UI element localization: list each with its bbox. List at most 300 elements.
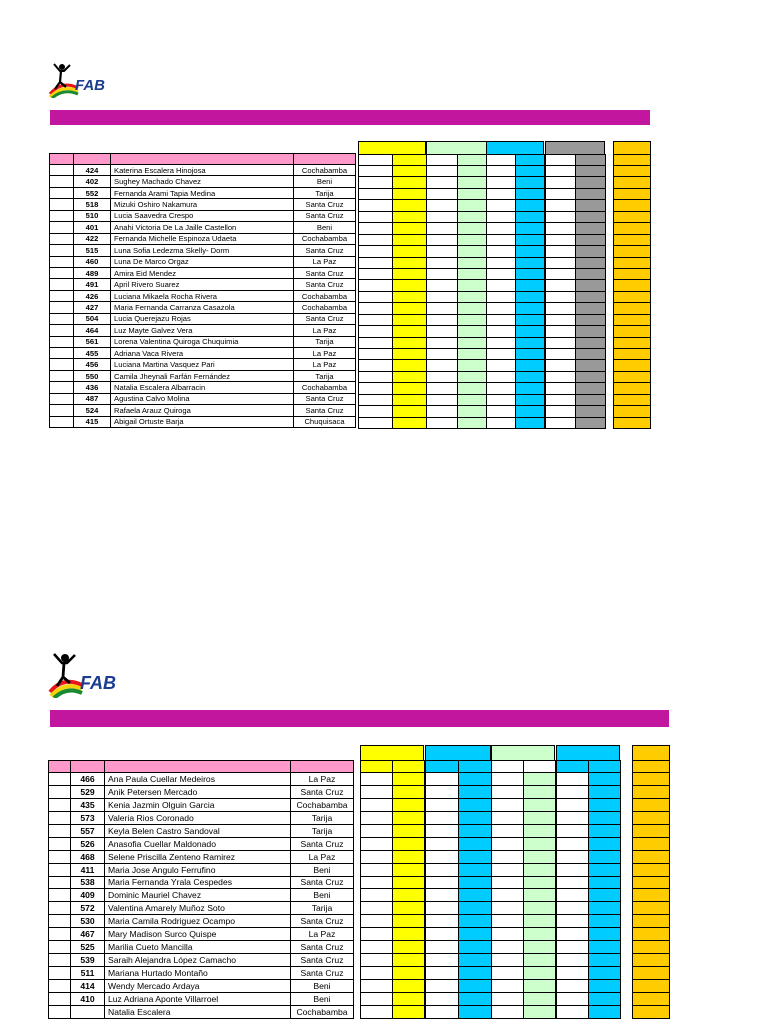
- row-index-cell: [50, 210, 74, 221]
- score-cell: [588, 850, 621, 864]
- table-row: [49, 863, 354, 876]
- score-cell: [392, 901, 425, 915]
- score-cell: [425, 772, 459, 786]
- section-banner-1: [50, 110, 650, 125]
- row-index-cell: [50, 370, 74, 381]
- score-cell: [392, 966, 425, 980]
- city-name: Tarija: [294, 336, 356, 347]
- score-cell: [556, 966, 589, 980]
- row-index-cell: [49, 785, 71, 798]
- bib-number: 456: [74, 359, 111, 370]
- score-cell: [523, 798, 556, 812]
- bib-number: 525: [71, 941, 105, 954]
- score-cell: [360, 811, 393, 825]
- score-cell: [491, 966, 524, 980]
- bib-number: 436: [74, 382, 111, 393]
- bib-number: 539: [71, 954, 105, 967]
- score-cell: [425, 863, 459, 877]
- athlete-name: Maria Fernanda Yrala Cespedes: [105, 876, 291, 889]
- table-header-row: [50, 154, 356, 165]
- score-cell: [491, 811, 524, 825]
- score-cell: [588, 785, 621, 799]
- group-header-cell: [425, 745, 491, 761]
- score-cell: [588, 914, 621, 928]
- table-row: [50, 199, 356, 210]
- score-cell: [523, 953, 556, 967]
- score-cell: [360, 979, 393, 993]
- fab-logo: [48, 652, 124, 698]
- athlete-name: Maria Fernanda Carranza Casazola: [111, 302, 294, 313]
- total-cell: [613, 417, 651, 429]
- row-index-cell: [49, 902, 71, 915]
- total-cell: [632, 940, 670, 954]
- score-cell: [360, 876, 393, 890]
- score-cell: [491, 901, 524, 915]
- city-name: Beni: [291, 992, 354, 1005]
- table-row: [50, 267, 356, 278]
- score-cell: [360, 953, 393, 967]
- city-name: La Paz: [294, 325, 356, 336]
- score-cell: [458, 876, 492, 890]
- table-row: [49, 811, 354, 824]
- athlete-name: Amira Eid Mendez: [111, 267, 294, 278]
- table-row: [50, 256, 356, 267]
- score-cell: [523, 966, 556, 980]
- bib-number: 573: [71, 811, 105, 824]
- header-cell: [50, 154, 74, 165]
- city-name: La Paz: [294, 256, 356, 267]
- score-cell: [491, 863, 524, 877]
- score-cell: [523, 1005, 556, 1019]
- bib-number: 410: [71, 992, 105, 1005]
- score-cell: [425, 824, 459, 838]
- city-name: La Paz: [294, 348, 356, 359]
- city-name: Beni: [291, 889, 354, 902]
- score-cell: [425, 1005, 459, 1019]
- score-cell: [425, 837, 459, 851]
- athlete-name: Natalia Escalera: [105, 1005, 291, 1018]
- score-cell: [392, 850, 425, 864]
- group-header-cell: [426, 141, 488, 155]
- athlete-name: Fernanda Arami Tapia Medina: [111, 187, 294, 198]
- table-row: [49, 773, 354, 786]
- score-cell: [458, 785, 492, 799]
- score-cell: [425, 811, 459, 825]
- score-cell: [556, 785, 589, 799]
- score-cell: [588, 863, 621, 877]
- header-cell: [74, 154, 111, 165]
- score-cell: [392, 772, 425, 786]
- score-cell: [458, 798, 492, 812]
- bib-number: 466: [71, 773, 105, 786]
- athlete-icon: [48, 652, 124, 698]
- score-cell: [588, 979, 621, 993]
- bib-number: 424: [74, 165, 111, 176]
- athlete-name: Wendy Mercado Ardaya: [105, 980, 291, 993]
- row-index-cell: [49, 980, 71, 993]
- score-cell: [360, 837, 393, 851]
- total-cell: [632, 785, 670, 799]
- score-cell: [458, 772, 492, 786]
- city-name: Beni: [294, 176, 356, 187]
- table-row: [49, 785, 354, 798]
- bib-number: 409: [71, 889, 105, 902]
- score-cell: [425, 979, 459, 993]
- table-row: [49, 915, 354, 928]
- total-header-cell: [613, 141, 651, 155]
- score-cell: [458, 863, 492, 877]
- row-index-cell: [50, 256, 74, 267]
- table-row: [50, 348, 356, 359]
- bib-number: 515: [74, 245, 111, 256]
- bib-number: 435: [71, 798, 105, 811]
- score-cell: [392, 824, 425, 838]
- score-cell: [523, 824, 556, 838]
- bib-number: 510: [74, 210, 111, 221]
- table-row: [50, 382, 356, 393]
- table-row: [49, 954, 354, 967]
- score-cell: [556, 901, 589, 915]
- city-name: Tarija: [291, 824, 354, 837]
- score-cell: [425, 940, 459, 954]
- score-cell: [556, 888, 589, 902]
- score-cell: [360, 785, 393, 799]
- score-cell: [556, 992, 589, 1006]
- score-cell: [588, 824, 621, 838]
- athlete-name: Maria Jose Angulo Ferrufino: [105, 863, 291, 876]
- score-cell: [588, 927, 621, 941]
- row-index-cell: [49, 967, 71, 980]
- athlete-name: Lorena Valentina Quiroga Chuquimia: [111, 336, 294, 347]
- score-cell: [392, 837, 425, 851]
- score-cell: [426, 417, 458, 429]
- city-name: La Paz: [291, 850, 354, 863]
- score-cell: [491, 785, 524, 799]
- row-index-cell: [49, 876, 71, 889]
- bib-number: 529: [71, 785, 105, 798]
- city-name: Santa Cruz: [291, 967, 354, 980]
- total-cell: [632, 824, 670, 838]
- score-cell: [392, 811, 425, 825]
- row-index-cell: [49, 773, 71, 786]
- total-cell: [632, 979, 670, 993]
- score-cell: [425, 901, 459, 915]
- table-row: [50, 336, 356, 347]
- score-cell: [523, 772, 556, 786]
- header-cell: [105, 761, 291, 773]
- score-cell: [545, 417, 576, 429]
- score-cell: [458, 837, 492, 851]
- score-cell: [588, 992, 621, 1006]
- athlete-name: Adriana Vaca Rivera: [111, 348, 294, 359]
- score-cell: [523, 940, 556, 954]
- table-row: [50, 233, 356, 244]
- row-index-cell: [50, 313, 74, 324]
- city-name: La Paz: [291, 773, 354, 786]
- row-index-cell: [49, 798, 71, 811]
- city-name: Santa Cruz: [294, 393, 356, 404]
- score-cell: [588, 966, 621, 980]
- score-cell: [588, 837, 621, 851]
- score-cell: [523, 785, 556, 799]
- bib-number: 460: [74, 256, 111, 267]
- row-index-cell: [50, 279, 74, 290]
- city-name: Cochabamba: [294, 290, 356, 301]
- row-index-cell: [49, 941, 71, 954]
- athlete-name: Lucia Saavedra Crespo: [111, 210, 294, 221]
- score-cell: [392, 798, 425, 812]
- score-cell: [588, 953, 621, 967]
- score-cell: [360, 992, 393, 1006]
- table-row: [50, 405, 356, 416]
- score-cell: [515, 417, 545, 429]
- score-cell: [392, 1005, 425, 1019]
- athlete-name: Agustina Calvo Molina: [111, 393, 294, 404]
- score-cell: [360, 863, 393, 877]
- athlete-table-1: [49, 153, 356, 428]
- city-name: Tarija: [294, 187, 356, 198]
- total-cell: [632, 837, 670, 851]
- score-cell: [556, 914, 589, 928]
- bib-number: 561: [74, 336, 111, 347]
- score-cell: [556, 850, 589, 864]
- athlete-name: Lucia Querejazu Rojas: [111, 313, 294, 324]
- header-cell: [71, 761, 105, 773]
- total-cell: [632, 772, 670, 786]
- score-cell: [392, 876, 425, 890]
- score-cell: [360, 940, 393, 954]
- athlete-name: Dominic Mauriel Chavez: [105, 889, 291, 902]
- score-cell: [392, 953, 425, 967]
- athlete-name: Valeria Rios Coronado: [105, 811, 291, 824]
- header-cell: [294, 154, 356, 165]
- svg-text:FAB: FAB: [80, 673, 116, 693]
- bib-number: 468: [71, 850, 105, 863]
- city-name: Santa Cruz: [294, 210, 356, 221]
- athlete-name: Luna Sofia Ledezma Skelly- Dorm: [111, 245, 294, 256]
- row-index-cell: [49, 928, 71, 941]
- score-cell: [457, 417, 489, 429]
- row-index-cell: [50, 348, 74, 359]
- score-cell: [523, 876, 556, 890]
- athlete-name: Katerina Escalera Hinojosa: [111, 165, 294, 176]
- city-name: Cochabamba: [291, 798, 354, 811]
- score-cell: [523, 979, 556, 993]
- athlete-name: Luciana Martina Vasquez Pari: [111, 359, 294, 370]
- score-cell: [491, 837, 524, 851]
- score-cell: [360, 824, 393, 838]
- score-cell: [392, 863, 425, 877]
- athlete-name: Natalia Escalera Albarracin: [111, 382, 294, 393]
- header-cell: [111, 154, 294, 165]
- table-row: [50, 210, 356, 221]
- city-name: Tarija: [291, 811, 354, 824]
- score-cell: [491, 798, 524, 812]
- score-cell: [360, 966, 393, 980]
- score-cell: [486, 417, 516, 429]
- score-cell: [458, 824, 492, 838]
- city-name: Beni: [291, 863, 354, 876]
- row-index-cell: [49, 837, 71, 850]
- score-cell: [425, 914, 459, 928]
- athlete-name: Rafaela Arauz Quiroga: [111, 405, 294, 416]
- city-name: Cochabamba: [291, 1005, 354, 1018]
- athlete-name: Maria Camila Rodriguez Ocampo: [105, 915, 291, 928]
- table-row: [50, 302, 356, 313]
- table-row: [50, 176, 356, 187]
- table-row: [50, 416, 356, 427]
- score-cell: [491, 772, 524, 786]
- table-row: [50, 187, 356, 198]
- score-cell: [392, 927, 425, 941]
- row-index-cell: [49, 850, 71, 863]
- total-cell: [632, 901, 670, 915]
- row-index-cell: [50, 187, 74, 198]
- score-cell: [458, 811, 492, 825]
- group-header-cell: [486, 141, 544, 155]
- city-name: Beni: [294, 222, 356, 233]
- score-cell: [458, 979, 492, 993]
- bib-number: 415: [74, 416, 111, 427]
- bib-number: 427: [74, 302, 111, 313]
- row-index-cell: [49, 824, 71, 837]
- city-name: Cochabamba: [294, 233, 356, 244]
- row-index-cell: [49, 992, 71, 1005]
- row-index-cell: [49, 915, 71, 928]
- table-row: [50, 165, 356, 176]
- total-cell: [632, 953, 670, 967]
- table-row: [50, 370, 356, 381]
- score-cell: [588, 1005, 621, 1019]
- score-cell: [491, 876, 524, 890]
- table-row: [49, 902, 354, 915]
- athlete-name: Marilia Cueto Mancilla: [105, 941, 291, 954]
- athlete-name: Abigail Ortuste Barja: [111, 416, 294, 427]
- header-cell: [49, 761, 71, 773]
- athlete-name: Luna De Marco Orgaz: [111, 256, 294, 267]
- score-cell: [556, 811, 589, 825]
- row-index-cell: [50, 382, 74, 393]
- total-cell: [632, 966, 670, 980]
- score-cell: [360, 927, 393, 941]
- row-index-cell: [50, 176, 74, 187]
- bib-number: 526: [71, 837, 105, 850]
- city-name: Beni: [291, 980, 354, 993]
- row-index-cell: [50, 416, 74, 427]
- city-name: Santa Cruz: [291, 954, 354, 967]
- athlete-name: Keyla Belen Castro Sandoval: [105, 824, 291, 837]
- score-cell: [425, 953, 459, 967]
- total-cell: [632, 914, 670, 928]
- city-name: Tarija: [294, 370, 356, 381]
- bib-number: [71, 1005, 105, 1018]
- score-cell: [425, 850, 459, 864]
- group-header-cell: [360, 745, 424, 761]
- group-header-cell: [358, 141, 426, 155]
- bib-number: 401: [74, 222, 111, 233]
- city-name: Santa Cruz: [291, 837, 354, 850]
- athlete-name: Anahi Victoria De La Jaille Castellon: [111, 222, 294, 233]
- athlete-name: Fernanda Michelle Espinoza Udaeta: [111, 233, 294, 244]
- score-cell: [588, 876, 621, 890]
- athlete-name: Valentina Amarely Muñoz Soto: [105, 902, 291, 915]
- score-cell: [556, 979, 589, 993]
- section-banner-2: [50, 710, 669, 727]
- athlete-icon: [48, 62, 118, 98]
- score-cell: [392, 992, 425, 1006]
- score-cell: [523, 992, 556, 1006]
- table-header-row: [49, 761, 354, 773]
- row-index-cell: [50, 359, 74, 370]
- score-cell: [360, 901, 393, 915]
- athlete-name: Saraih Alejandra López Camacho: [105, 954, 291, 967]
- score-cell: [556, 927, 589, 941]
- row-index-cell: [50, 405, 74, 416]
- city-name: Cochabamba: [294, 165, 356, 176]
- table-row: [49, 967, 354, 980]
- score-cell: [458, 850, 492, 864]
- row-index-cell: [49, 1005, 71, 1018]
- fab-logo: [48, 62, 118, 98]
- score-cell: [491, 914, 524, 928]
- bib-number: 524: [74, 405, 111, 416]
- table-row: [49, 992, 354, 1005]
- bib-number: 511: [71, 967, 105, 980]
- city-name: Santa Cruz: [291, 876, 354, 889]
- score-cell: [588, 772, 621, 786]
- bib-number: 426: [74, 290, 111, 301]
- bib-number: 467: [71, 928, 105, 941]
- city-name: Santa Cruz: [294, 279, 356, 290]
- score-cell: [425, 966, 459, 980]
- athlete-name: Selene Priscilla Zenteno Ramirez: [105, 850, 291, 863]
- athlete-name: Camila Jheynali Farfán Fernández: [111, 370, 294, 381]
- group-header-cell: [556, 745, 620, 761]
- city-name: Chuquisaca: [294, 416, 356, 427]
- row-index-cell: [50, 165, 74, 176]
- bib-number: 550: [74, 370, 111, 381]
- score-cell: [523, 927, 556, 941]
- athlete-name: Mary Madison Surco Quispe: [105, 928, 291, 941]
- svg-text:FAB: FAB: [75, 77, 105, 94]
- score-cell: [491, 979, 524, 993]
- score-cell: [458, 888, 492, 902]
- group-header-cell: [545, 141, 605, 155]
- table-row: [49, 876, 354, 889]
- table-row: [49, 824, 354, 837]
- score-cell: [458, 1005, 492, 1019]
- score-cell: [491, 850, 524, 864]
- score-cell: [588, 811, 621, 825]
- score-cell: [360, 888, 393, 902]
- header-cell: [291, 761, 354, 773]
- score-cell: [556, 837, 589, 851]
- bib-number: 557: [71, 824, 105, 837]
- row-index-cell: [50, 302, 74, 313]
- score-cell: [491, 888, 524, 902]
- table-row: [50, 313, 356, 324]
- table-row: [49, 941, 354, 954]
- score-cell: [360, 798, 393, 812]
- score-cell: [425, 888, 459, 902]
- score-cell: [358, 417, 393, 429]
- city-name: La Paz: [294, 359, 356, 370]
- bib-number: 491: [74, 279, 111, 290]
- bib-number: 422: [74, 233, 111, 244]
- score-cell: [523, 837, 556, 851]
- athlete-name: Luz Adriana Aponte Villarroel: [105, 992, 291, 1005]
- score-cell: [392, 940, 425, 954]
